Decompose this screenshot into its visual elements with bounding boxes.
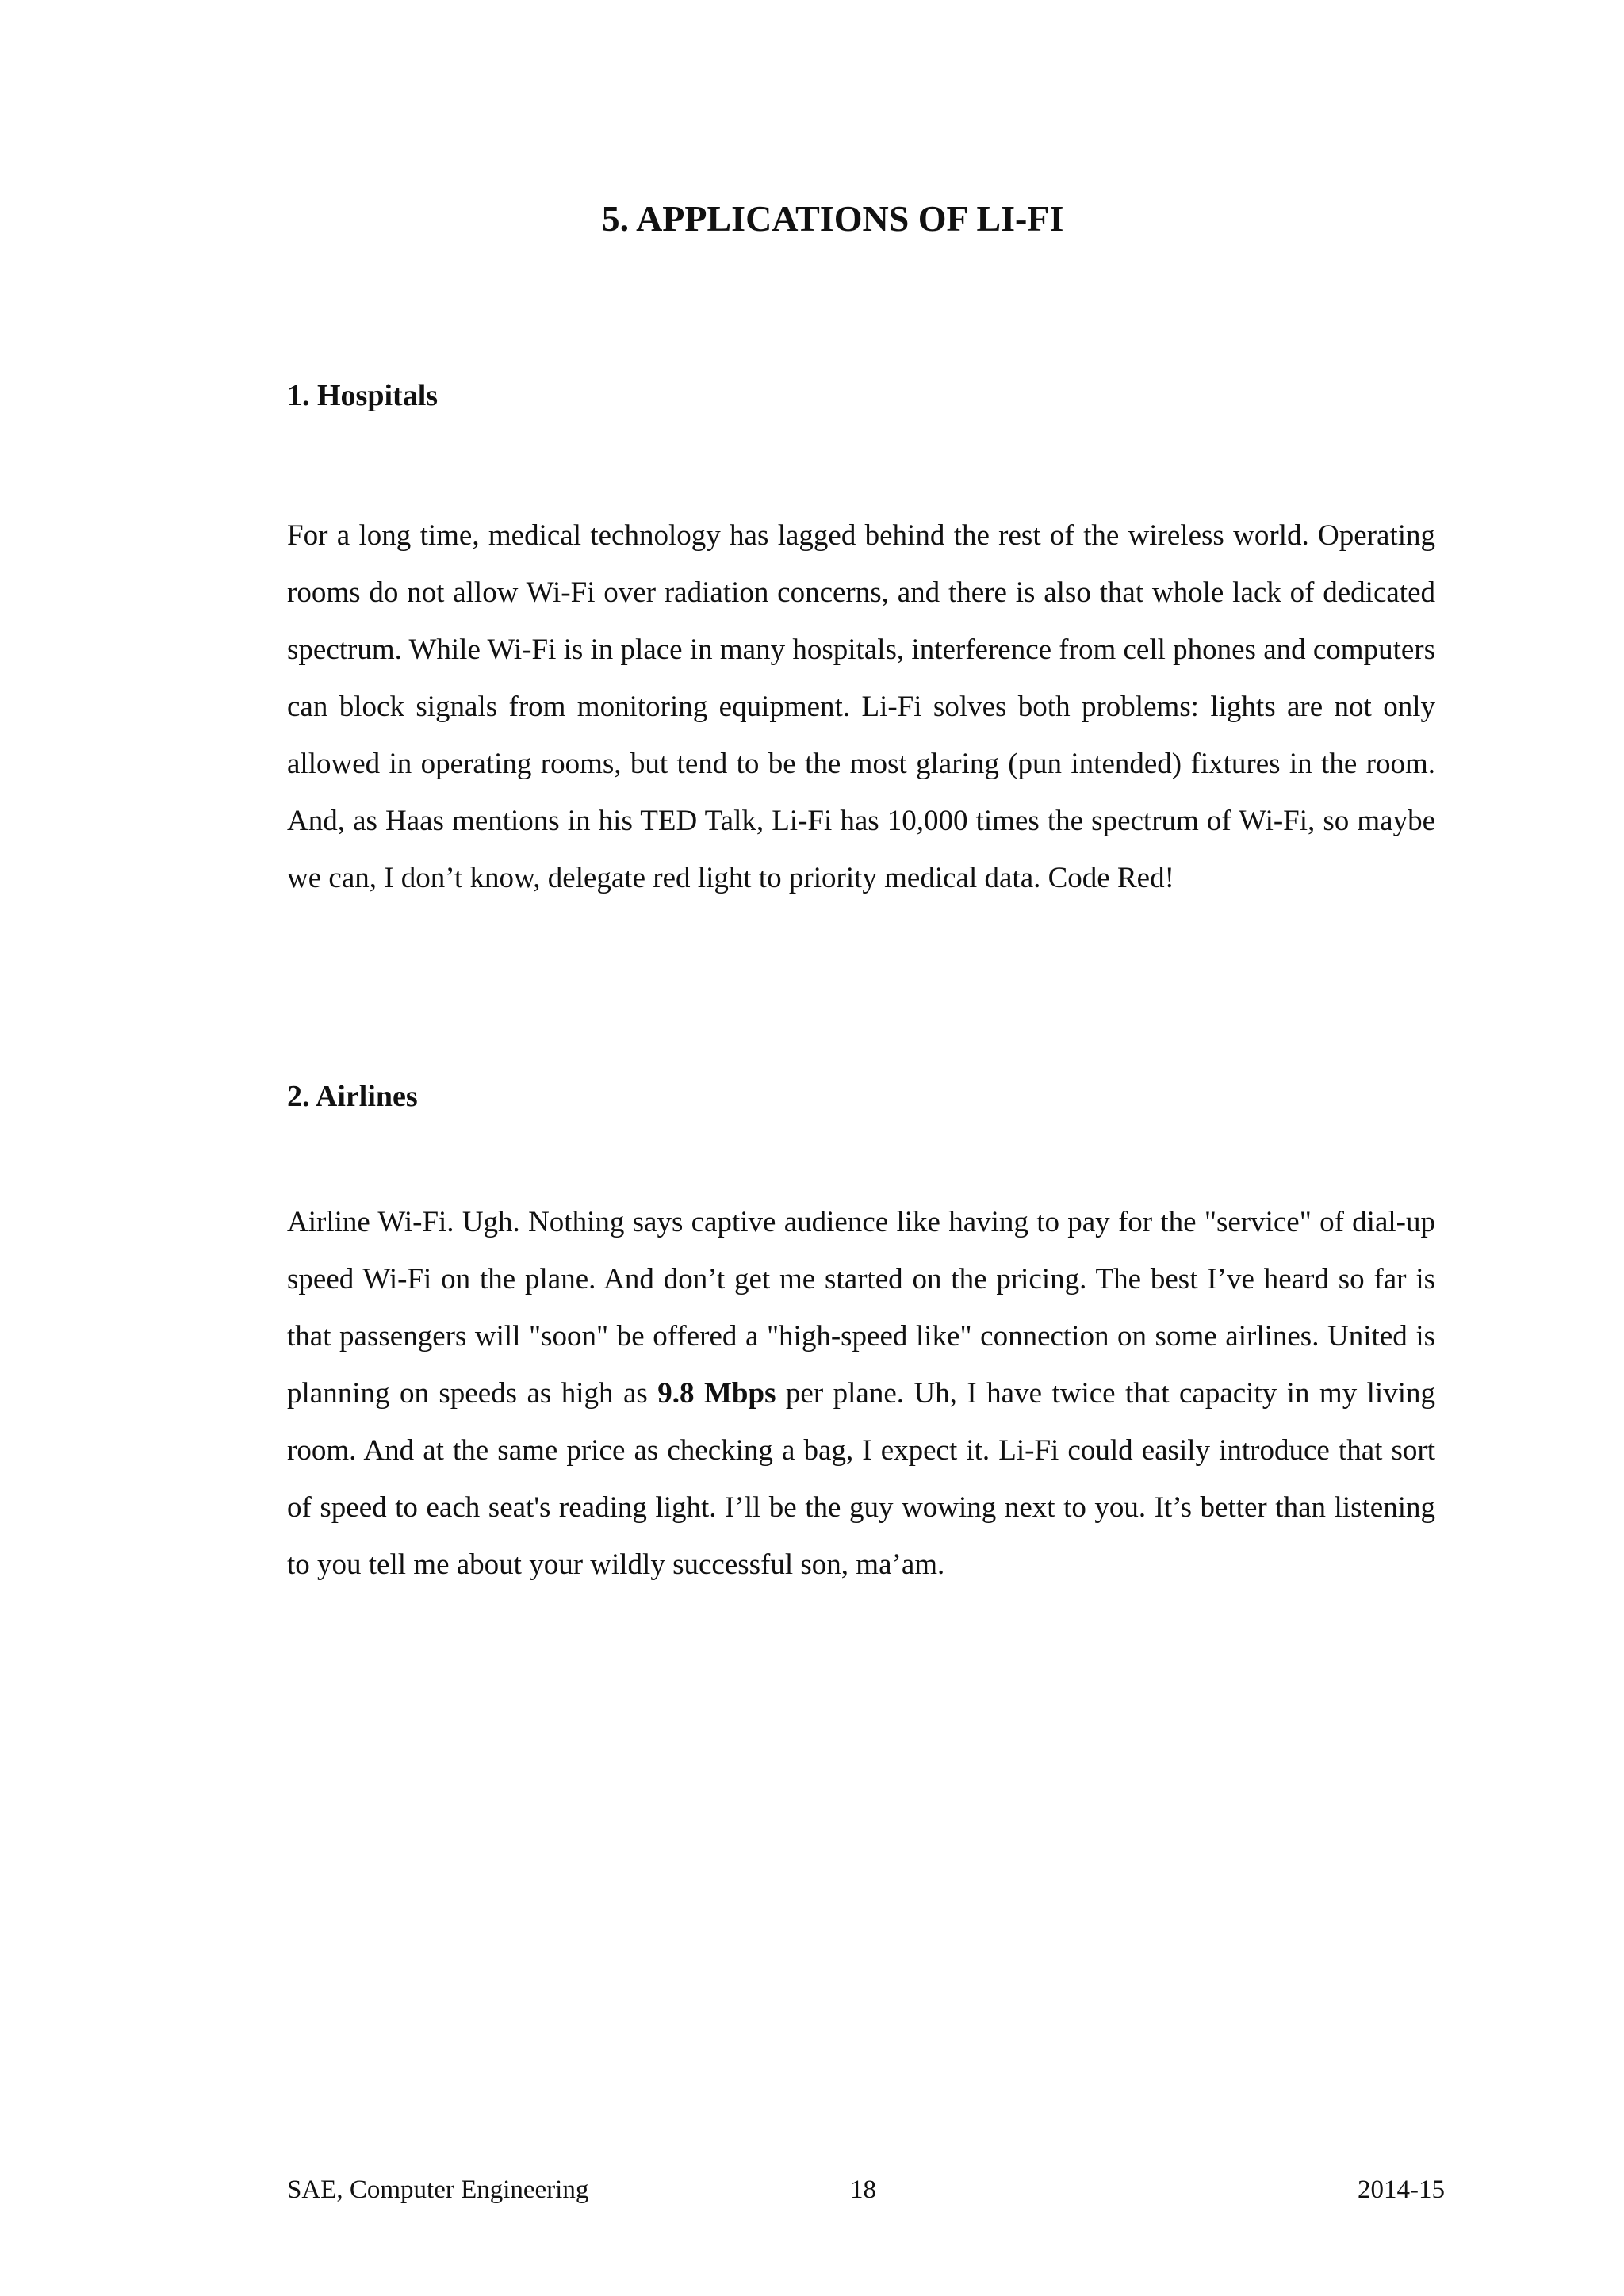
- section-heading-airlines: 2. Airlines: [287, 1080, 418, 1113]
- paragraph-airlines-bold-speed: 9.8 Mbps: [657, 1377, 776, 1410]
- page-title: 5. APPLICATIONS OF LI-FI: [601, 198, 1064, 239]
- paragraph-airlines: [287, 1194, 1435, 1594]
- paragraph-hospitals: For a long time, medical technology has lagged behind the rest of the wireless world. Operating rooms do not allow Wi-Fi over radiation concerns, and there is also that whole lack of dedicated spectrum. While Wi-Fi is in place in many hospitals, interference from cell phones and computers can block signals from monitoring equipment. Li-Fi solves both problems: lights are not only allowed in operating rooms, but tend to be the most glaring (pun intended) fixtures in the room. And, as Haas mentions in his TED Talk, Li-Fi has 10,000 times the spectrum of Wi-Fi, so maybe we can, I don’t know, delegate red light to priority medical data. Code Red!: [287, 519, 1435, 894]
- footer-academic-year: 2014-15: [1358, 2175, 1445, 2204]
- section-heading-hospitals: 1. Hospitals: [287, 379, 439, 412]
- footer-department: SAE, Computer Engineering: [287, 2175, 589, 2204]
- footer-page-number: 18: [850, 2175, 876, 2204]
- paragraph-airlines-part-1: Airline Wi-Fi. Ugh. Nothing says captive audience like having to pay for the "service" of dial-up speed Wi-Fi on the plane. And don’t get me started on the pricing. The best I’ve heard so far is that passengers will "soon" be offered a "high-speed like" connection on some airlines. United is planning on speeds as high as: [287, 1206, 1435, 1410]
- paragraph-airlines-part-2: per plane. Uh, I have twice that capacity in my living room. And at the same price as checking a bag, I expect it. Li-Fi could easily introduce that sort of speed to each seat's reading light. I’ll be the guy wowing next to you. It’s better than listening to you tell me about your wildly successful son, ma’am.: [287, 1377, 1435, 1581]
